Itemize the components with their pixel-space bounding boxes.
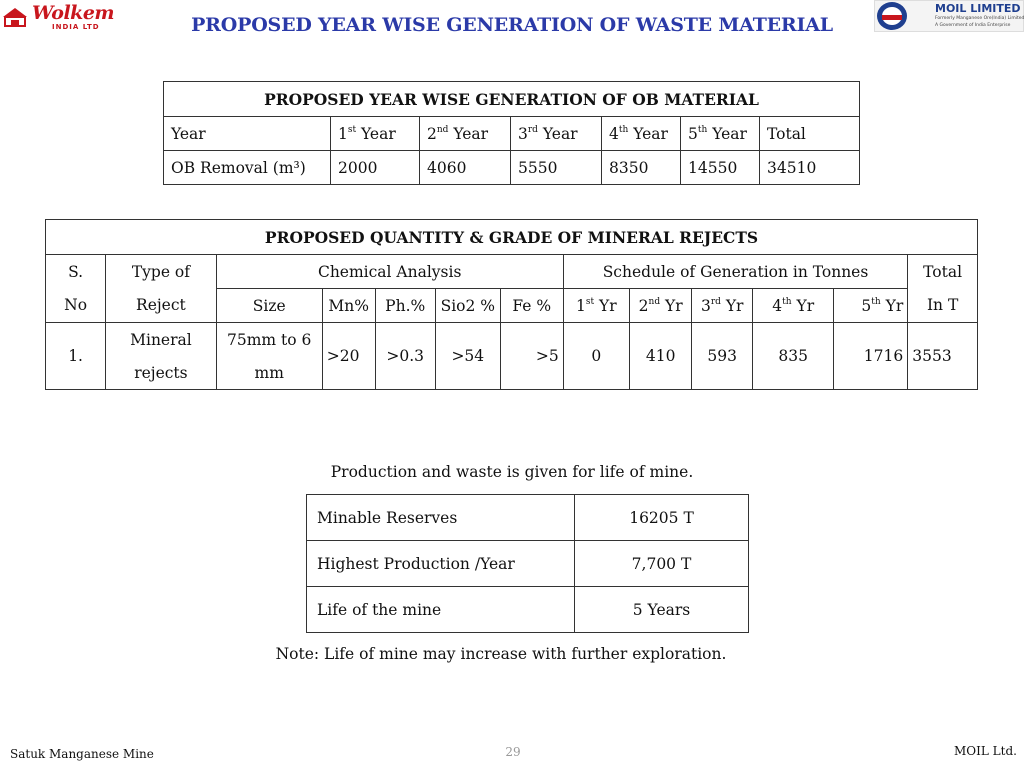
table-row <box>46 323 978 357</box>
col-schedule-header: Schedule of Generation in Tonnes <box>563 255 907 289</box>
table-row <box>307 495 749 541</box>
reserves-label: Minable Reserves <box>307 495 575 541</box>
moil-emblem-icon <box>877 2 907 30</box>
moil-logo-text: MOIL LIMITED <box>935 2 1021 15</box>
moil-logo <box>874 0 1024 32</box>
wolkem-logo-text: Wolkem <box>32 2 115 24</box>
table-row <box>307 541 749 587</box>
col-yr2-header: 2nd Yr <box>629 289 692 323</box>
ob-value-total: 34510 <box>760 151 860 185</box>
ob-year-5: 5th Year <box>681 117 760 151</box>
ob-removal-label: OB Removal (m³) <box>164 151 331 185</box>
cell-fe: >5 <box>500 323 563 390</box>
rejects-table-caption: PROPOSED QUANTITY & GRADE OF MINERAL REJECTS <box>46 220 978 255</box>
col-chemical-analysis-header: Chemical Analysis <box>216 255 563 289</box>
cell-mn: >20 <box>322 323 375 390</box>
moil-logo-line2: A Government of India Enterprise <box>935 23 1011 28</box>
col-sno-header: S. <box>46 255 106 289</box>
col-size-header: Size <box>216 289 322 323</box>
col-mn-header: Mn% <box>322 289 375 323</box>
life-label: Life of the mine <box>307 587 575 633</box>
cell-ph: >0.3 <box>375 323 435 390</box>
production-note: Production and waste is given for life of mine. <box>330 463 694 481</box>
ob-year-2: 2nd Year <box>420 117 511 151</box>
cell-yr3: 593 <box>692 323 753 390</box>
ob-value-5: 14550 <box>681 151 760 185</box>
table-header-row <box>46 289 978 323</box>
ob-value-4: 8350 <box>602 151 681 185</box>
table-row <box>164 151 860 185</box>
col-sno-header-2: No <box>46 289 106 323</box>
cell-yr1: 0 <box>563 323 629 390</box>
cell-type-2: rejects <box>106 356 216 390</box>
footer-right: MOIL Ltd. <box>954 744 1017 758</box>
col-type-header: Type of <box>106 255 216 289</box>
ob-year-4: 4th Year <box>602 117 681 151</box>
cell-sio2: >54 <box>435 323 500 390</box>
moil-logo-line1: Formerly Manganese Ore(India) Limited <box>935 16 1024 21</box>
page-title: PROPOSED YEAR WISE GENERATION OF WASTE MATERIAL <box>191 14 833 36</box>
col-ph-header: Ph.% <box>375 289 435 323</box>
ob-table-caption: PROPOSED YEAR WISE GENERATION OF OB MATERIAL <box>164 82 860 117</box>
wolkem-logo-subtext: INDIA LTD <box>52 23 100 31</box>
mineral-rejects-table <box>45 219 978 390</box>
cell-yr5: 1716 <box>834 323 908 390</box>
col-total-header-2: In T <box>908 289 978 323</box>
ob-material-table <box>163 81 860 185</box>
col-yr4-header: 4th Yr <box>752 289 833 323</box>
ob-year-1: 1st Year <box>331 117 420 151</box>
col-yr5-header: 5th Yr <box>834 289 908 323</box>
ob-value-2: 4060 <box>420 151 511 185</box>
reserves-value: 16205 T <box>575 495 749 541</box>
col-yr3-header: 3rd Yr <box>692 289 753 323</box>
col-yr1-header: 1st Yr <box>563 289 629 323</box>
production-value: 7,700 T <box>575 541 749 587</box>
life-value: 5 Years <box>575 587 749 633</box>
production-label: Highest Production /Year <box>307 541 575 587</box>
cell-type: Mineral <box>106 323 216 357</box>
bottom-note: Note: Life of mine may increase with further exploration. <box>275 645 727 663</box>
ob-year-label: Year <box>164 117 331 151</box>
footer-left: Satuk Manganese Mine <box>10 747 154 761</box>
reserves-table <box>306 494 749 633</box>
cell-yr4: 835 <box>752 323 833 390</box>
ob-year-3: 3rd Year <box>511 117 602 151</box>
ob-value-3: 5550 <box>511 151 602 185</box>
cell-size: 75mm to 6 <box>216 323 322 357</box>
cell-sno: 1. <box>46 323 106 390</box>
cell-yr2: 410 <box>629 323 692 390</box>
col-total-header: Total <box>908 255 978 289</box>
col-fe-header: Fe % <box>500 289 563 323</box>
ob-total-header: Total <box>760 117 860 151</box>
cell-size-2: mm <box>216 356 322 390</box>
table-header-row <box>46 255 978 289</box>
table-row <box>307 587 749 633</box>
table-row <box>164 117 860 151</box>
col-type-header-2: Reject <box>106 289 216 323</box>
cell-total: 3553 <box>908 323 978 390</box>
col-sio2-header: Sio2 % <box>435 289 500 323</box>
page-number: 29 <box>505 745 521 759</box>
ob-value-1: 2000 <box>331 151 420 185</box>
